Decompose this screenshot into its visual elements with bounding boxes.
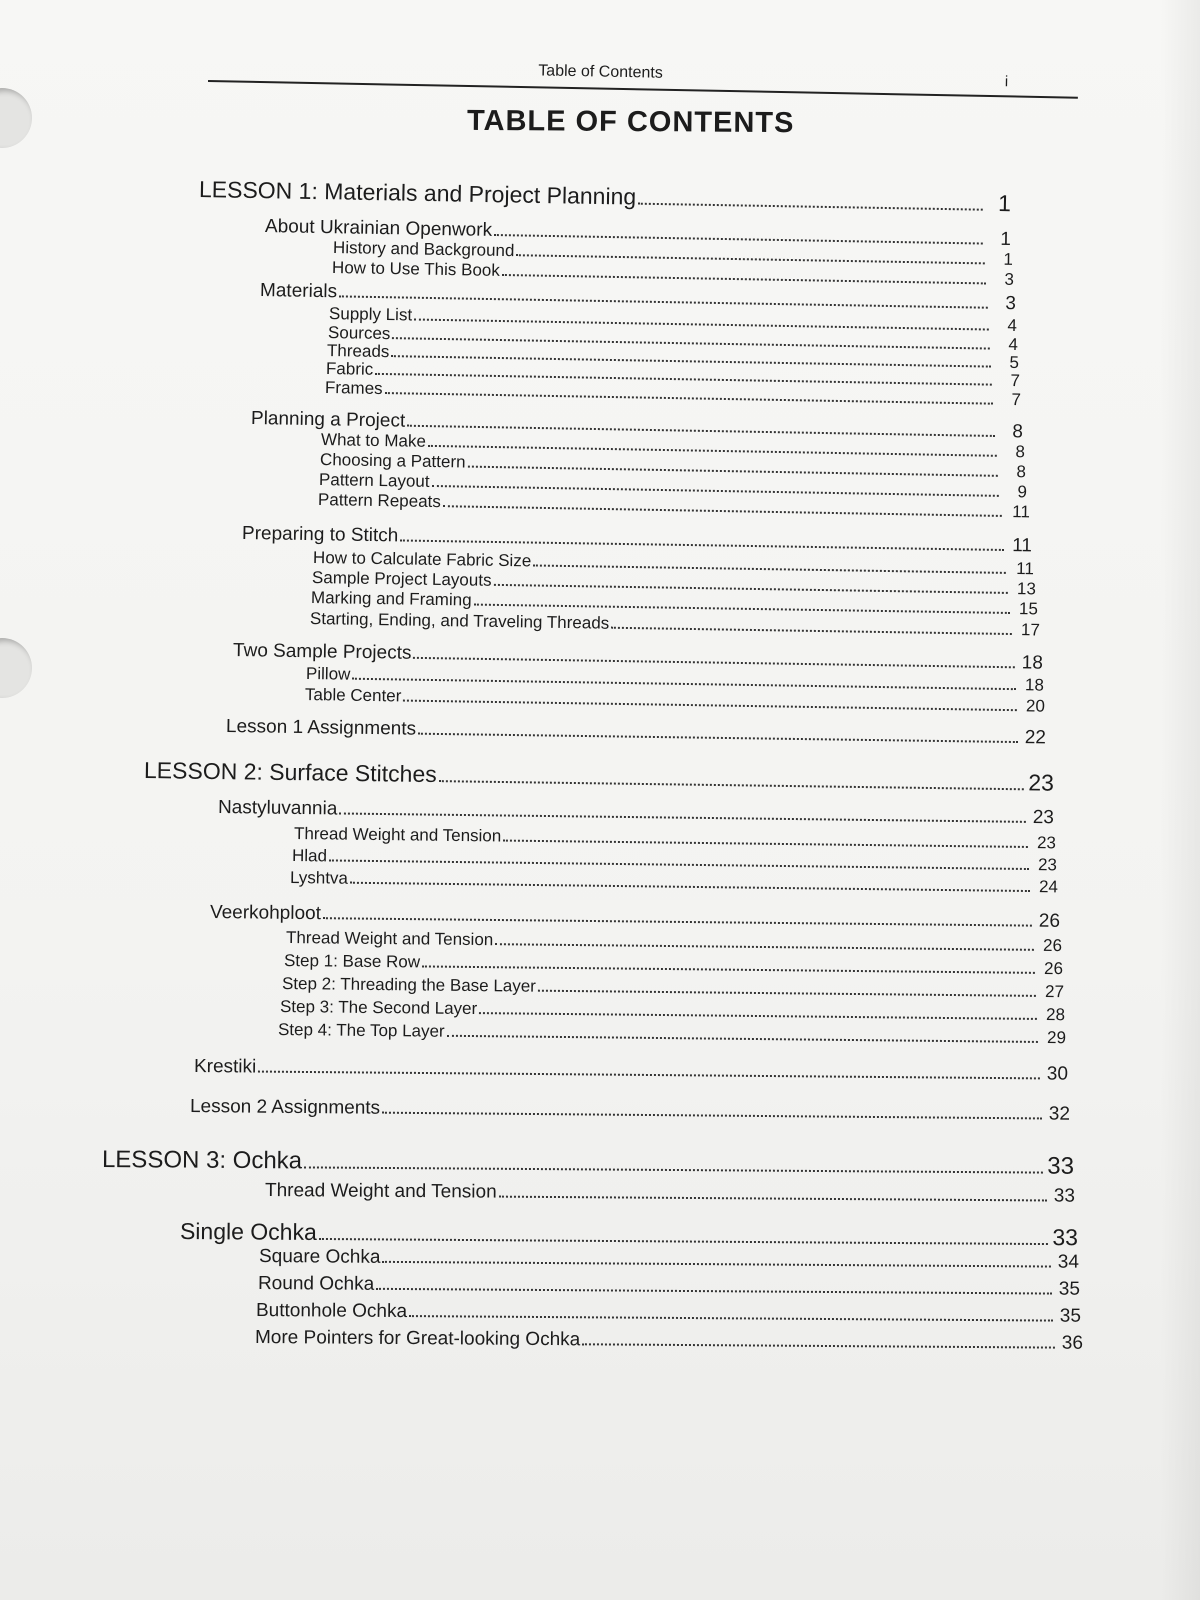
toc-entry-label: Pattern Layout — [318, 470, 430, 491]
toc-entry-page: 3 — [1005, 293, 1017, 315]
toc-entry-section — [194, 1056, 1068, 1086]
running-header-page-number: i — [1004, 73, 1009, 91]
toc-entry-label: Table Center — [304, 685, 402, 706]
toc-entry-page: 20 — [1025, 696, 1046, 716]
toc-entry-page: 11 — [1012, 502, 1031, 522]
toc-entry-page: 11 — [1012, 535, 1033, 557]
toc-entry-page: 8 — [1015, 442, 1026, 462]
toc-entry-label: Supply List — [328, 304, 413, 325]
toc-entry-page: 5 — [1009, 352, 1020, 373]
binder-hole-top — [0, 88, 32, 148]
dot-leader — [376, 1278, 1052, 1294]
toc-entry-page: 33 — [1053, 1185, 1076, 1207]
toc-entry-page: 23 — [1037, 855, 1058, 875]
toc-entry-label: Marking and Framing — [310, 588, 472, 610]
dot-leader — [582, 1334, 1055, 1349]
toc-entry-label: Lyshtva — [289, 868, 349, 888]
toc-entry-label: Frames — [324, 378, 383, 399]
toc-entry-page: 7 — [1011, 389, 1022, 410]
toc-entry-label: Buttonhole Ochka — [255, 1300, 408, 1323]
toc-entry-lesson — [199, 176, 1011, 217]
dot-leader — [499, 1186, 1047, 1201]
dot-leader — [503, 831, 1028, 848]
toc-entry-page: 36 — [1061, 1332, 1084, 1354]
toc-entry-page: 27 — [1044, 981, 1065, 1002]
toc-entry-label: Veerkohploot — [209, 902, 322, 925]
binder-hole-middle — [0, 638, 32, 698]
toc-entry-label: About Ukrainian Openwork — [264, 216, 493, 241]
toc-entry-label: Materials — [259, 280, 338, 303]
dot-leader — [418, 723, 1018, 743]
toc-entry-lesson — [102, 1146, 1074, 1181]
toc-entry-label: Sample Project Layouts — [311, 568, 492, 590]
toc-entry-label: Round Ochka — [257, 1273, 375, 1295]
toc-entry-label: Preparing to Stitch — [241, 523, 399, 547]
toc-entry-label: Step 2: Threading the Base Layer — [281, 974, 537, 996]
dot-leader — [409, 1306, 1053, 1322]
toc-entry-page: 1 — [1003, 249, 1014, 269]
toc-entry-label: Hlad — [291, 846, 328, 866]
dot-leader — [329, 851, 1029, 870]
toc-entry-label: LESSON 3: Ochka — [101, 1146, 303, 1175]
toc-entry-subsection — [255, 1327, 1083, 1355]
toc-entry-label: How to Calculate Fabric Size — [312, 548, 532, 571]
toc-entry-subsection — [259, 1246, 1079, 1274]
dot-leader — [304, 1154, 1043, 1173]
toc-entry-page: 34 — [1057, 1251, 1080, 1273]
dot-leader — [413, 647, 1015, 668]
toc-entry-page: 4 — [1007, 315, 1018, 336]
toc-entry-label: Nastyluvannia — [217, 797, 338, 820]
dot-leader — [479, 1004, 1037, 1020]
dot-leader — [538, 981, 1036, 997]
toc-entry-subsection — [258, 1273, 1080, 1301]
toc-entry-label: Lesson 1 Assignments — [225, 716, 417, 740]
toc-entry-label: Thread Weight and Tension — [285, 928, 494, 950]
page-shadow — [1160, 0, 1200, 1600]
toc-entry-label: Fabric — [325, 359, 374, 379]
toc-entry-page: 23 — [1028, 769, 1055, 796]
toc-entry-label: What to Make — [320, 430, 427, 451]
running-header — [208, 50, 1078, 99]
dot-leader — [474, 595, 1010, 614]
dot-leader — [611, 618, 1012, 635]
toc-entry-label: Pillow — [305, 664, 351, 684]
toc-entry-page: 22 — [1024, 727, 1047, 749]
dot-leader — [258, 1061, 1040, 1079]
toc-entry-page: 4 — [1008, 334, 1019, 355]
toc-entry-section — [190, 1096, 1070, 1126]
toc-entry-label: LESSON 1: Materials and Project Planning — [198, 176, 637, 210]
toc-entry-label: Planning a Project — [250, 408, 406, 432]
toc-entry-label: History and Background — [332, 238, 515, 261]
toc-entry-page: 9 — [1017, 482, 1028, 502]
dot-leader — [319, 1226, 1049, 1245]
running-header-title: Table of Contents — [538, 62, 663, 82]
dot-leader — [382, 1251, 1051, 1267]
toc-entry-page: 18 — [1021, 652, 1044, 674]
toc-entry-subsection — [278, 1020, 1066, 1048]
page-title: TABLE OF CONTENTS — [466, 104, 795, 140]
toc-entry-label: Lesson 2 Assignments — [189, 1096, 381, 1119]
toc-entry-page: 3 — [1004, 269, 1015, 289]
dot-leader — [533, 556, 1006, 574]
dot-leader — [403, 691, 1017, 711]
toc-entry-label: Threads — [326, 341, 390, 362]
dot-leader — [495, 935, 1034, 951]
toc-entry-label: Krestiki — [193, 1056, 257, 1078]
toc-entry-page: 13 — [1016, 579, 1037, 599]
toc-entry-page: 7 — [1010, 370, 1021, 391]
toc-entry-label: Thread Weight and Tension — [293, 824, 502, 846]
toc-entry-label: Step 4: The Top Layer — [277, 1020, 445, 1041]
toc-entry-page: 18 — [1024, 675, 1045, 695]
toc-entry-page: 28 — [1045, 1005, 1066, 1025]
toc-entry-label: Step 3: The Second Layer — [279, 997, 478, 1019]
toc-entry-label: How to Use This Book — [331, 258, 501, 280]
toc-entry-page: 1 — [997, 189, 1012, 217]
dot-leader — [443, 497, 1002, 517]
toc-entry-page: 35 — [1059, 1305, 1082, 1327]
toc-entry-page: 24 — [1038, 877, 1059, 897]
toc-entry-page: 1 — [1000, 228, 1012, 251]
dot-leader — [339, 803, 1026, 823]
dot-leader — [447, 1026, 1038, 1043]
toc-entry-page: 17 — [1020, 620, 1041, 640]
toc-entry-subsection — [256, 1300, 1081, 1328]
toc-entry-page: 8 — [1012, 421, 1024, 443]
toc-entry-label: Single Ochka — [179, 1218, 317, 1245]
dot-leader — [439, 769, 1025, 791]
toc-entry-page: 8 — [1016, 462, 1027, 482]
toc-entry-label: Thread Weight and Tension — [264, 1180, 497, 1203]
dot-leader — [400, 530, 1004, 551]
toc-entry-page: 35 — [1058, 1278, 1081, 1300]
toc-entry-lesson — [144, 757, 1054, 797]
toc-entry-label: Step 1: Base Row — [283, 951, 421, 972]
toc-entry-label: Sources — [327, 323, 391, 344]
toc-entry-label: Square Ochka — [258, 1246, 381, 1268]
toc-entry-label: Choosing a Pattern — [319, 450, 466, 472]
toc-entry-page: 26 — [1043, 958, 1064, 979]
dot-leader — [323, 908, 1032, 927]
toc-entry-page: 32 — [1048, 1103, 1071, 1125]
toc-entry-page: 33 — [1047, 1152, 1075, 1180]
toc-entry-page: 23 — [1036, 833, 1057, 853]
dot-leader — [638, 191, 983, 211]
toc-entry-label: Starting, Ending, and Traveling Threads — [309, 609, 610, 633]
dot-leader — [422, 957, 1035, 974]
toc-entry-section — [265, 1180, 1075, 1208]
toc-entry-section — [226, 716, 1046, 749]
toc-entry-page: 33 — [1052, 1224, 1079, 1251]
toc-entry-page: 26 — [1042, 935, 1063, 956]
dot-leader — [382, 1102, 1042, 1119]
toc-entry-page: 26 — [1038, 910, 1061, 932]
toc-entry-label: More Pointers for Great-looking Ochka — [254, 1327, 581, 1351]
toc-entry-page: 11 — [1016, 559, 1035, 579]
toc-entry-page: 29 — [1046, 1028, 1067, 1048]
dot-leader — [502, 265, 986, 284]
toc-entry-page: 15 — [1018, 599, 1039, 619]
toc-entry-label: LESSON 2: Surface Stitches — [143, 757, 437, 788]
toc-entry-page: 30 — [1046, 1063, 1069, 1085]
toc-entry-page: 23 — [1032, 806, 1055, 829]
toc-entry-label: Pattern Repeats — [317, 490, 442, 512]
dot-leader — [350, 873, 1030, 892]
toc-entry-label: Two Sample Projects — [232, 640, 412, 664]
